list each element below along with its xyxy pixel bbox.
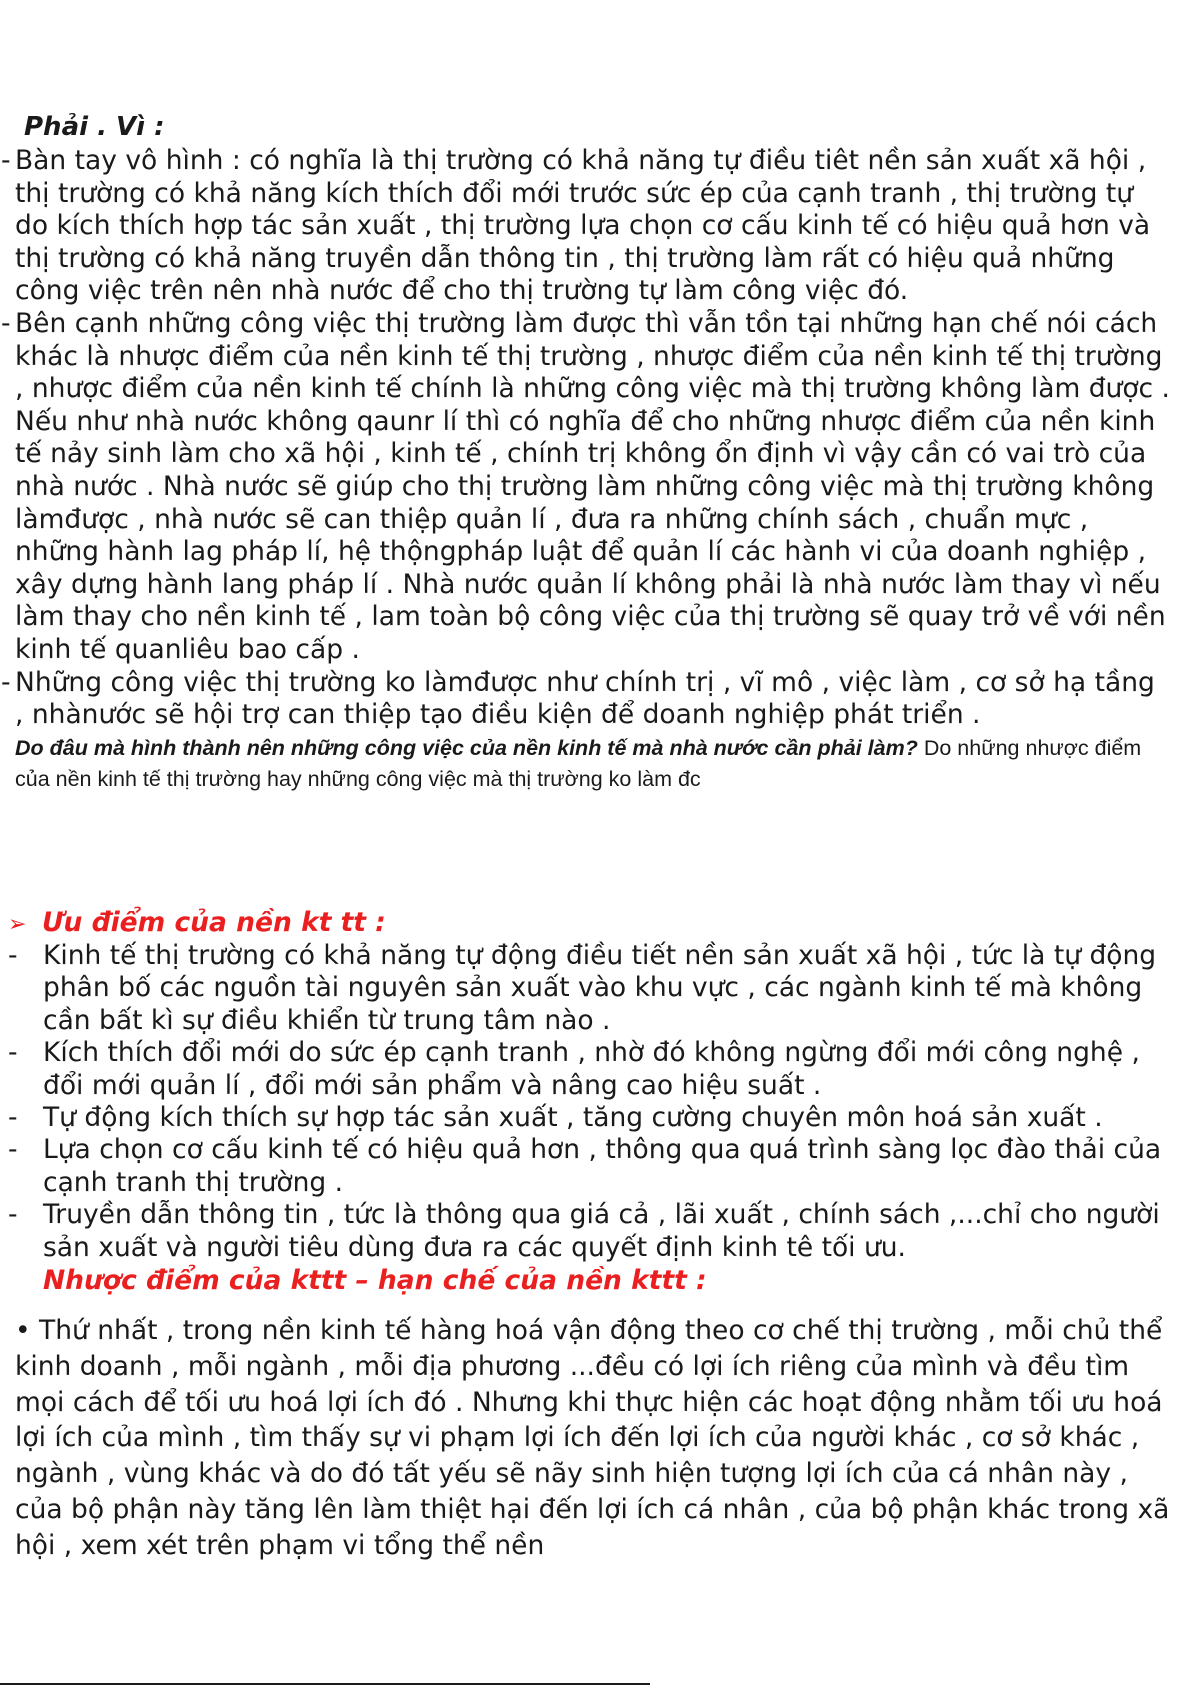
dash-bullet: - [8,1134,18,1166]
cons-paragraph: • Thứ nhất , trong nền kinh tế hàng hoá vận động theo cơ chế thị trường , mỗi chủ thể kinh doanh , mỗi ngành , mỗi địa phương ...đều có lợi ích riêng của mình và đều tìm mọi cách để tối ưu hoá lợi ích đó . Nhưng khi thực hiện các hoạt động nhằm tối ưu hoá lợi ích của mình , tìm thấy sự vi phạm lợi ích đến lợi ích của người khác , cơ sở khác , ngành , vùng khác và do đó tất yếu sẽ nãy sinh hiện tượng lợi ích của cá nhân này , của bộ phận này tăng lên làm thiệt hại đến lợi ích cá nhân , của bộ phận khác trong xã hội , xem xét trên phạm vi tổng thể nền [15,1315,1170,1561]
dash-bullet: - [8,1199,18,1231]
pros-item-text: Kinh tế thị trường có khả năng tự động điều tiết nền sản xuất xã hội , tức là tự động phân bố các nguồn tài nguyên sản xuất vào khu vực , các ngành kinh tế mà không cần bất kì sự điều khiển từ trung tâm nào . [43,940,1157,1036]
question-answer: Do những nhược điểm của nền kinh tế thị trường hay những công việc mà thị trường ko làm đc [15,735,1142,791]
dash-bullet: - [8,1102,18,1134]
intro-item [0,308,1170,667]
intro-item-text: Bên cạnh những công việc thị trường làm được thì vẫn tồn tại những hạn chế nói cách khác là nhược điểm của nền kinh tế thị trường , nhược điểm của nền kinh tế thị trường , nhược điểm của nền kinh tế chính là những công việc mà thị trường không làm được . Nếu như nhà nước không qaunr lí thì có nghĩa để cho những nhược điểm của nền kinh tế nảy sinh làm cho xã hội , kinh tế , chính trị không ổn định vì vậy cần có vai trò của nhà nước . Nhà nước sẽ giúp cho thị trường làm những công việc mà thị trường không làmđược , nhà nước sẽ can thiệp quản lí , đưa ra những chính sách , chuẩn mực , những hành lag pháp lí, hệ thộngpháp luật để quản lí các hành vi của doanh nghiệp , xây dựng hành lang pháp lí . Nhà nước quản lí không phải là nhà nước làm thay vì nếu làm thay cho nền kinh tế , lam toàn bộ công việc của thị trường sẽ quay trở về với nền kinh tế quanliêu bao cấp . [15,307,1170,665]
pros-item-text: Tự động kích thích sự hợp tác sản xuất , tăng cường chuyên môn hoá sản xuất . [43,1102,1103,1134]
question-paragraph [0,733,1170,795]
pros-item [0,1102,1180,1134]
intro-item-text: Những công việc thị trường ko làmđược như chính trị , vĩ mô , việc làm , cơ sở hạ tầng , nhànước sẽ hội trợ can thiệp tạo điều kiện để doanh nghiệp phát triển . [15,666,1155,731]
intro-item-text: Bàn tay vô hình : có nghĩa là thị trường có khả năng tự điều tiêt nền sản xuất xã hội , thị trường có khả năng kích thích đổi mới trước sức ép của cạnh tranh , thị trường tự do kích thích hợp tác sản xuất , thị trường lựa chọn cơ cấu kinh tế có hiệu quả hơn và thị trường có khả năng truyền dẫn thông tin , thị trường làm rất có hiệu quả những công việc trên nên nhà nước để cho thị trường tự làm công việc đó. [15,145,1151,307]
dash-bullet: - [1,666,11,698]
intro-item [0,145,1170,308]
dash-bullet: - [1,145,11,176]
dash-bullet: - [8,1037,18,1069]
arrow-bullet-icon: ➢ [8,912,27,937]
intro-item [0,667,1170,732]
question-text: Do đâu mà hình thành nên những công việc của nền kinh tế mà nhà nước cần phải làm? [15,735,918,760]
pros-item [0,940,1180,1037]
pros-item [0,1037,1180,1102]
pros-item-text: Truyền dẫn thông tin , tức là thông qua giá cả , lãi xuất , chính sách ,...chỉ cho người sản xuất và người tiêu dùng đưa ra các quyết định kinh tê tối ưu. [43,1199,1160,1263]
pros-item [0,1134,1180,1199]
section-heading: Phải . Vì : [24,112,165,142]
dash-bullet: - [1,307,11,339]
pros-title: Ưu điểm của nền kt tt : [42,907,386,938]
pros-item-text: Kích thích đổi mới do sức ép cạnh tranh , nhờ đó không ngừng đổi mới công nghệ , đổi mới quản lí , đổi mới sản phẩm và nâng cao hiệu suất . [43,1037,1140,1101]
dash-bullet: - [8,940,18,971]
pros-heading [8,906,386,942]
pros-item [0,1199,1180,1264]
cons-title: Nhược điểm của kttt – hạn chế của nền kttt : [43,1265,707,1296]
intro-list [0,145,1170,795]
cons-heading [43,1264,707,1298]
pros-list [0,940,1180,1264]
pros-item-text: Lựa chọn cơ cấu kinh tế có hiệu quả hơn , thông qua quá trình sàng lọc đào thải của cạnh tranh thị trường . [43,1134,1162,1198]
